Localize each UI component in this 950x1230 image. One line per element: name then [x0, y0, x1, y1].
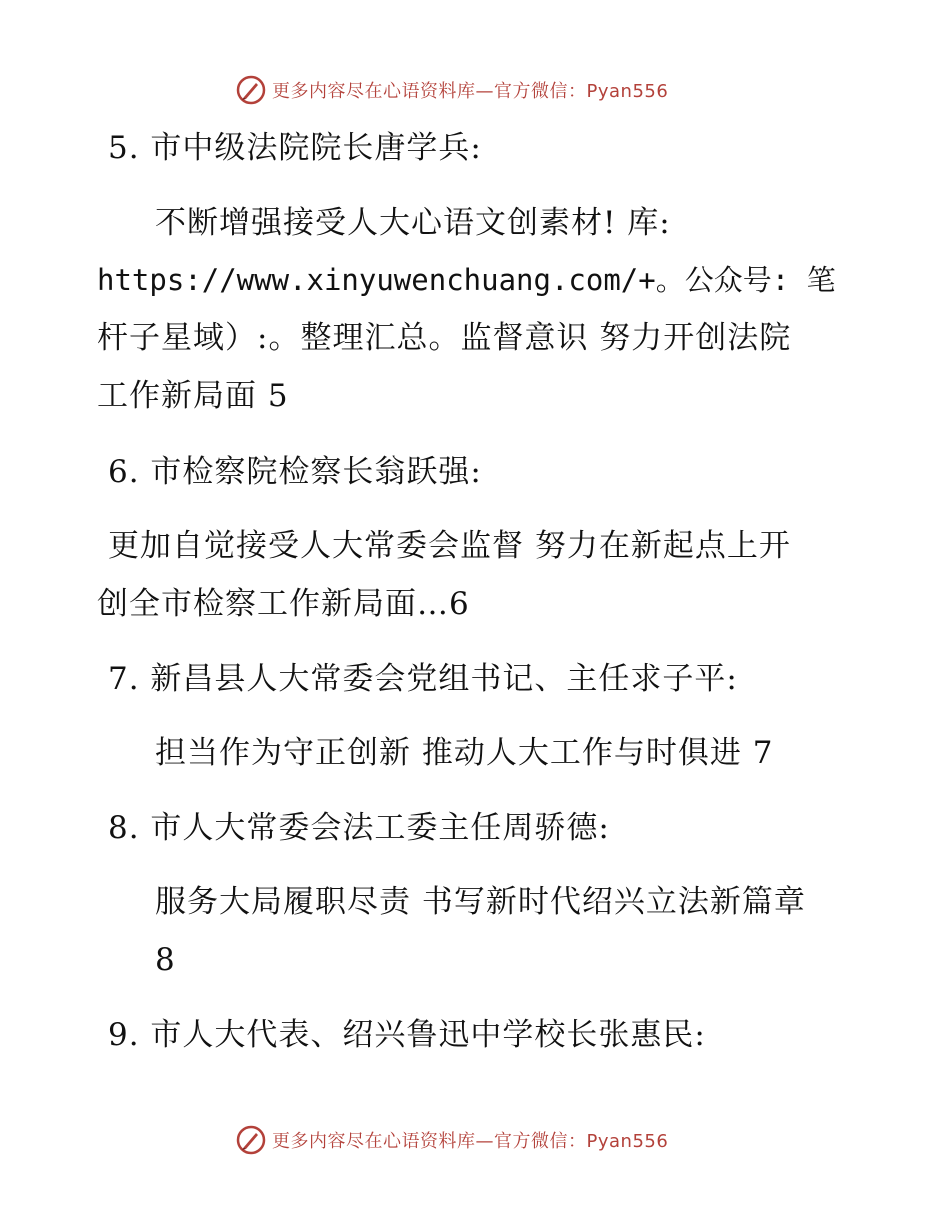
list-item-5-text-end: 工作新局面 5 — [97, 378, 289, 414]
list-item-5-text-cont: 杆子星域）:。整理汇总。监督意识 努力开创法院 — [97, 320, 792, 356]
list-item-7-text: 担当作为守正创新 推动人大工作与时俱进 7 — [155, 735, 774, 771]
list-item-6-heading: 6. 市检察院检察长翁跃强: — [108, 454, 482, 490]
watermark-text: 更多内容尽在心语资料库—官方微信：Pyan556 — [272, 81, 669, 102]
list-item-8-heading: 8. 市人大常委会法工委主任周骄德: — [108, 810, 610, 846]
watermark-footer — [236, 1123, 668, 1157]
list-item-5-heading: 5. 市中级法院院长唐学兵: — [108, 130, 482, 166]
list-item-6-text: 更加自觉接受人大常委会监督 努力在新起点上开 — [108, 528, 791, 564]
quill-pen-seal-icon — [236, 1125, 266, 1155]
quill-pen-seal-icon — [236, 75, 266, 105]
list-item-5-text: 不断增强接受人大心语文创素材! 库: — [155, 205, 671, 241]
list-item-7-heading: 7. 新昌县人大常委会党组书记、主任求子平: — [108, 661, 738, 697]
list-item-8-page-number: 8 — [155, 942, 176, 978]
list-item-5-url-line: https://www.xinyuwenchuang.com/+。公众号: 笔 — [97, 263, 836, 297]
watermark-header — [236, 73, 668, 107]
list-item-9-heading: 9. 市人大代表、绍兴鲁迅中学校长张惠民: — [108, 1017, 706, 1053]
watermark-text: 更多内容尽在心语资料库—官方微信：Pyan556 — [272, 1131, 669, 1152]
list-item-8-text: 服务大局履职尽责 书写新时代绍兴立法新篇章 — [155, 884, 806, 920]
list-item-6-text-end: 创全市检察工作新局面…6 — [97, 586, 470, 622]
